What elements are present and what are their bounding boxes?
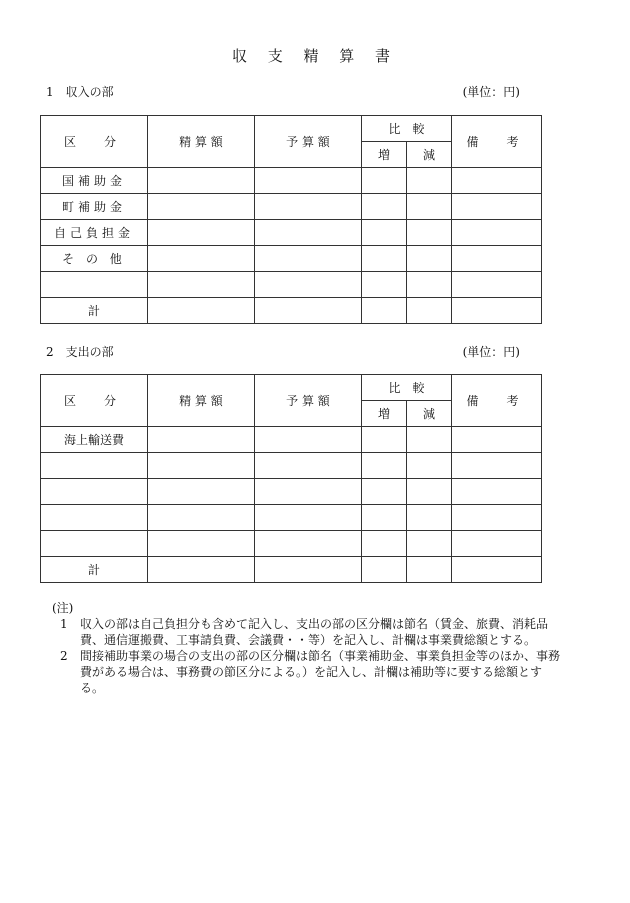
income-unit-label: (単位：円) [462,85,520,99]
cell [452,298,542,324]
table-row [41,505,542,531]
table-row [41,168,542,194]
cell [148,427,255,453]
col-increase-header: 増 [362,401,407,427]
cell [362,194,407,220]
cell [407,479,452,505]
expense-table [40,374,542,583]
cell [407,427,452,453]
cell [148,220,255,246]
cell [148,272,255,298]
expense-section-title: 2 支出の部 [46,345,114,359]
note-text: 間接補助事業の場合の支出の部の区分欄は節名（事業補助金、事業負担金等のほか、事務費がある場合は、事務費の節区分による。）を記入し、計欄は補助等に要する総額とする。 [80,649,561,695]
cell [255,298,362,324]
table-row [41,453,542,479]
cell [452,168,542,194]
cell [148,531,255,557]
cell [407,246,452,272]
cell [255,453,362,479]
cell [362,505,407,531]
expense-unit-label: (単位：円) [462,345,520,359]
cell [452,557,542,583]
table-row [41,194,542,220]
cell [148,194,255,220]
cell [362,531,407,557]
cell [407,453,452,479]
note-text: 収入の部は自己負担分も含めて記入し、支出の部の区分欄は節名（賃金、旅費、消耗品費、通信運搬費、工事請負費、会議費・・等）を記入し、計欄は事業費総額とする。 [80,617,549,647]
cell [148,479,255,505]
col-budget-header: 予 算 額 [255,375,362,427]
cell [255,168,362,194]
cell [407,531,452,557]
cell [148,168,255,194]
note-number: 1 [60,617,68,631]
total-label: 計 [41,298,148,324]
table-row [41,272,542,298]
table-row [41,479,542,505]
row-label [41,531,148,557]
cell [148,557,255,583]
cell [452,427,542,453]
row-label: そ の 他 [41,246,148,272]
note-number: 2 [60,649,68,663]
cell [255,505,362,531]
cell [407,557,452,583]
cell [255,246,362,272]
row-label: 国補助金 [41,168,148,194]
col-increase-header: 増 [362,142,407,168]
cell [255,272,362,298]
cell [407,168,452,194]
cell [407,505,452,531]
cell [362,557,407,583]
cell [452,453,542,479]
note-item [60,616,562,648]
table-row [41,427,542,453]
cell [255,427,362,453]
row-label [41,453,148,479]
col-compare-header: 比 較 [362,116,452,142]
cell [255,194,362,220]
cell [255,557,362,583]
cell [452,220,542,246]
table-row [41,220,542,246]
row-label: 町補助金 [41,194,148,220]
table-row [41,246,542,272]
cell [362,168,407,194]
cell [148,298,255,324]
cell [362,479,407,505]
cell [148,453,255,479]
cell [148,505,255,531]
col-budget-header: 予 算 額 [255,116,362,168]
cell [452,272,542,298]
col-remarks-header: 備 考 [452,116,542,168]
income-table [40,115,542,324]
cell [255,479,362,505]
total-row [41,557,542,583]
cell [362,272,407,298]
row-label [41,479,148,505]
cell [452,505,542,531]
notes [52,600,562,696]
col-settled-header: 精 算 額 [148,375,255,427]
cell [255,220,362,246]
cell [362,246,407,272]
col-decrease-header: 減 [407,142,452,168]
income-section-title: 1 収入の部 [46,85,114,99]
row-label [41,505,148,531]
table-row [41,531,542,557]
col-category-header: 区 分 [41,375,148,427]
cell [362,427,407,453]
cell [362,453,407,479]
total-label: 計 [41,557,148,583]
cell [452,479,542,505]
cell [148,246,255,272]
cell [362,220,407,246]
col-decrease-header: 減 [407,401,452,427]
cell [452,246,542,272]
cell [407,298,452,324]
row-label: 海上輸送費 [41,427,148,453]
col-category-header: 区 分 [41,116,148,168]
total-row [41,298,542,324]
cell [362,298,407,324]
row-label: 自己負担金 [41,220,148,246]
cell [407,194,452,220]
cell [452,194,542,220]
col-settled-header: 精 算 額 [148,116,255,168]
cell [407,220,452,246]
cell [452,531,542,557]
col-compare-header: 比 較 [362,375,452,401]
note-item [60,648,562,696]
cell [255,531,362,557]
page-title: 収 支 精 算 書 [231,47,399,65]
col-remarks-header: 備 考 [452,375,542,427]
row-label [41,272,148,298]
cell [407,272,452,298]
notes-heading: (注) [52,601,74,615]
